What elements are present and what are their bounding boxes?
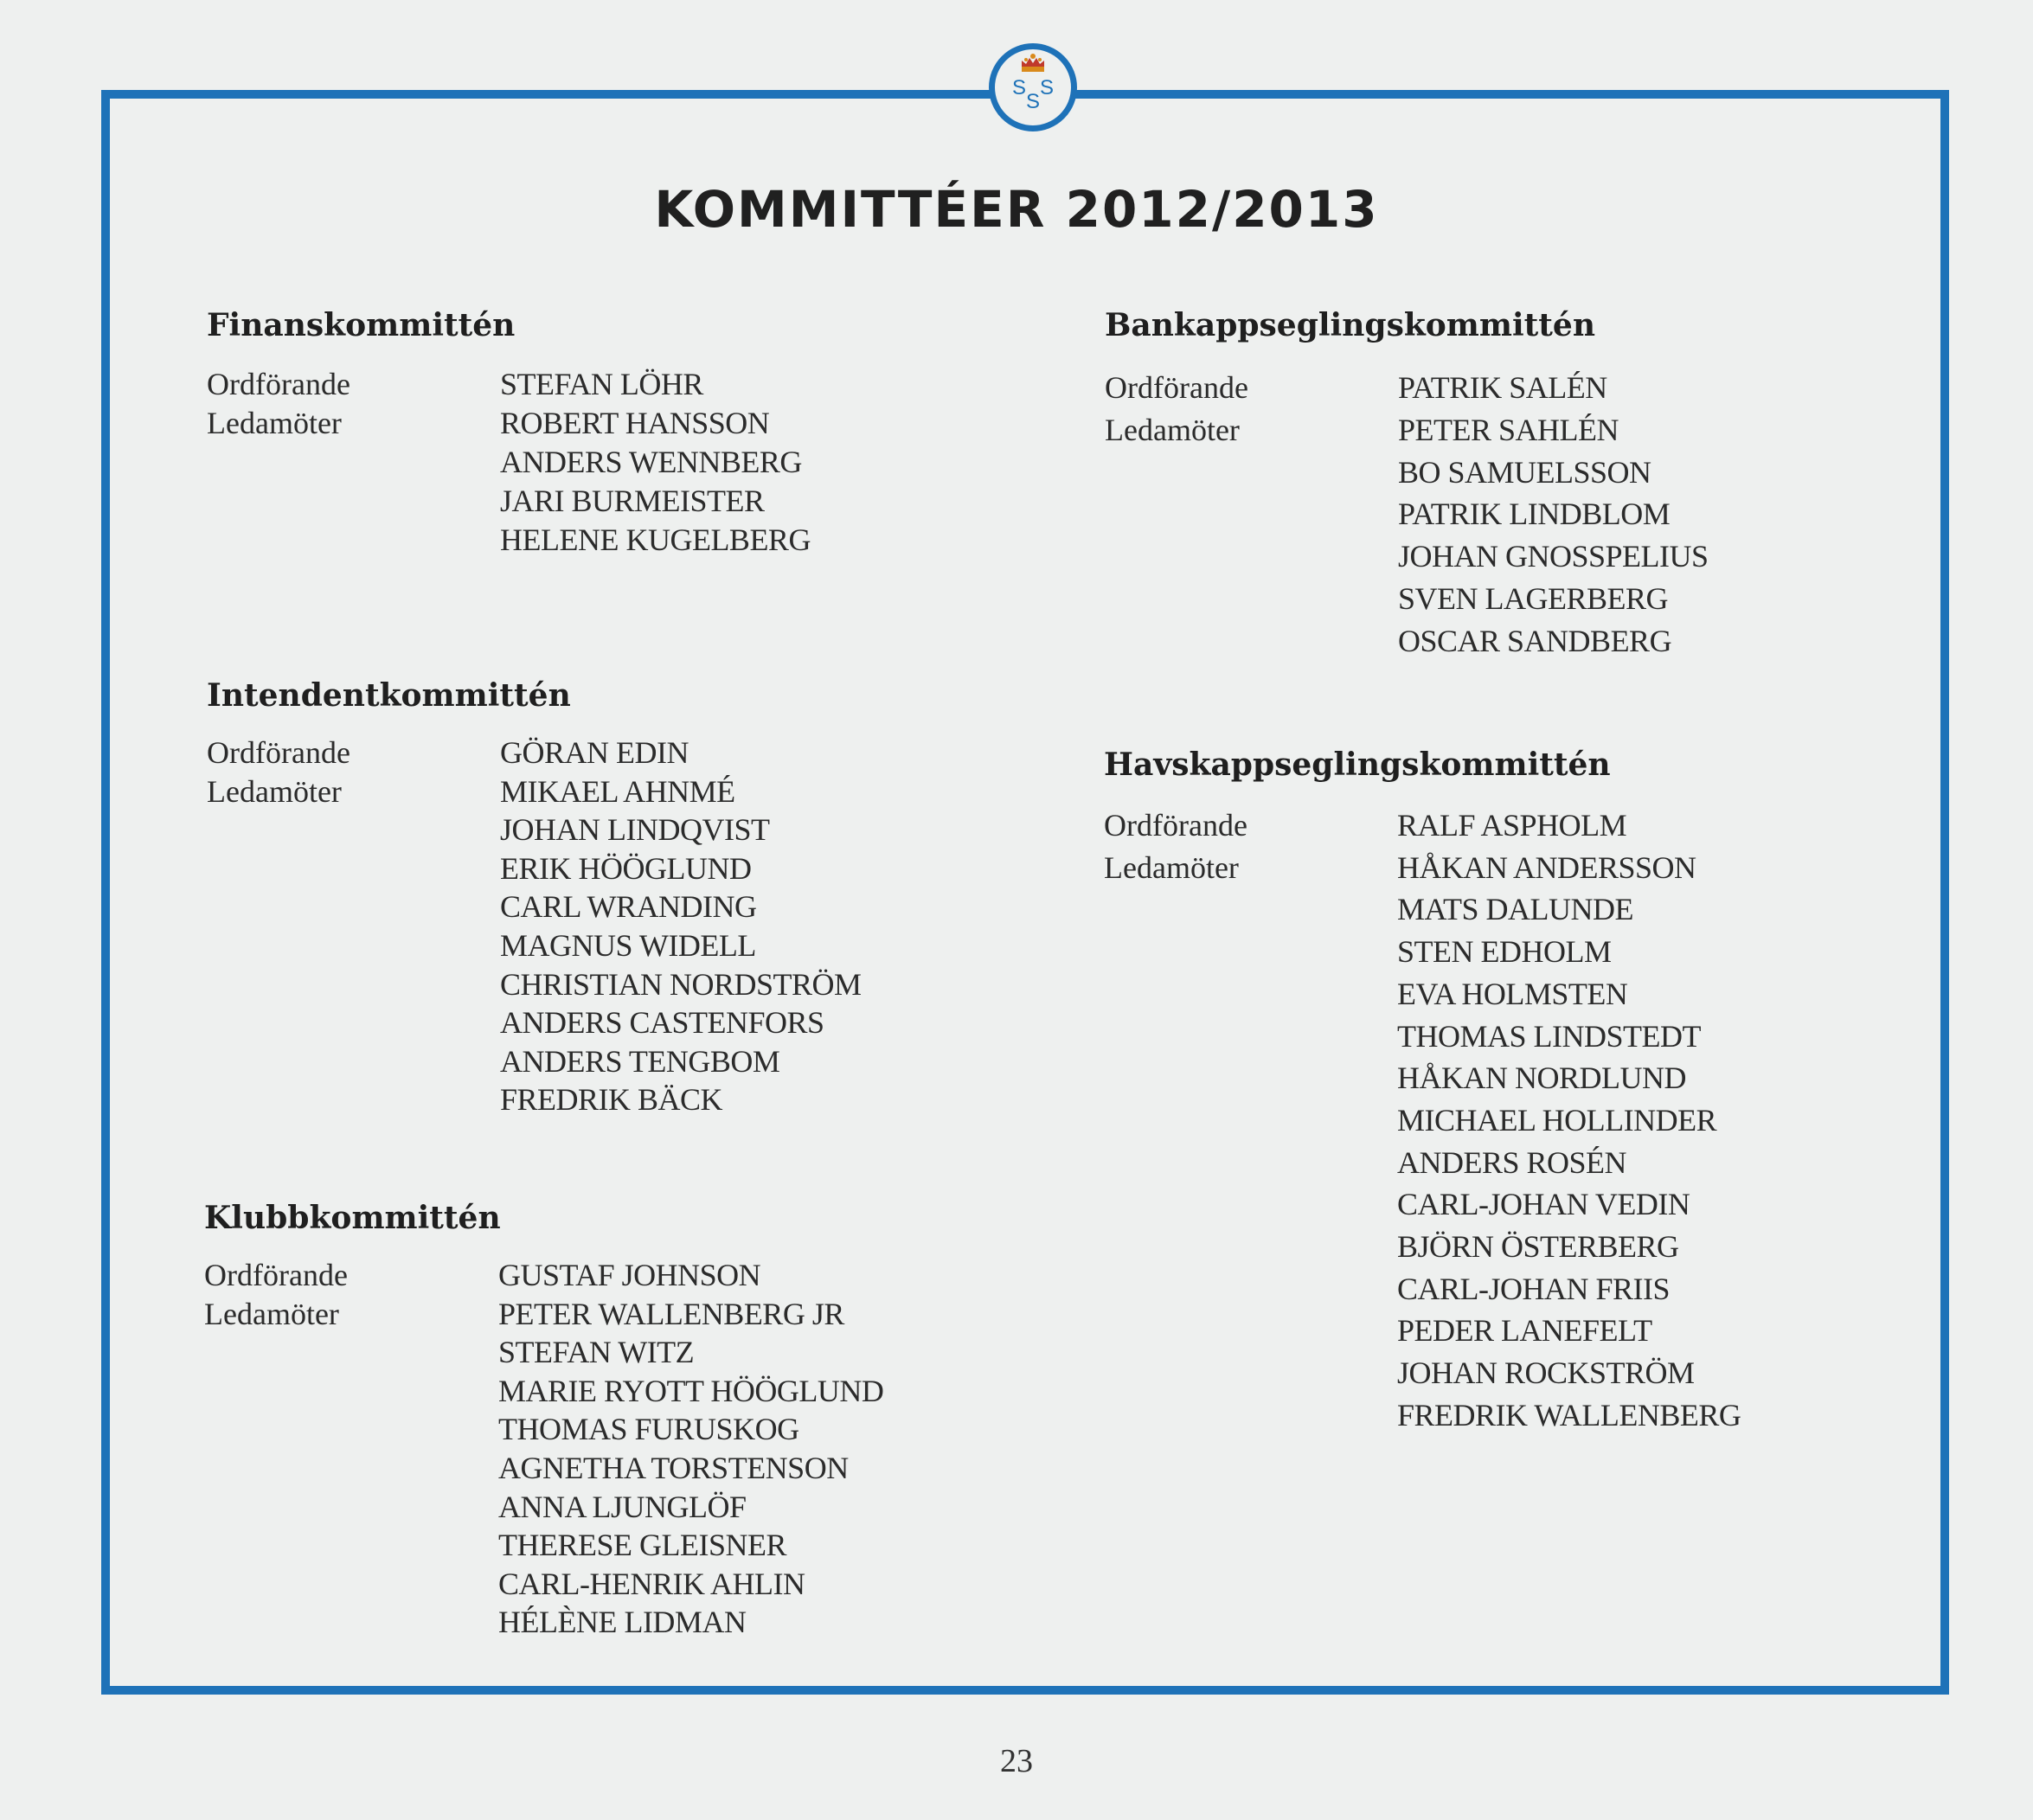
member-name: ANDERS ROSÉN: [1397, 1144, 1627, 1180]
member-name: HÉLÈNE LIDMAN: [498, 1605, 747, 1640]
committee-heading: Intendentkommittén: [207, 677, 571, 714]
member-name: EVA HOLMSTEN: [1397, 976, 1628, 1011]
member-name: HÅKAN NORDLUND: [1397, 1061, 1686, 1096]
member-name: THOMAS FURUSKOG: [498, 1412, 799, 1447]
role-label: Ordförande: [1104, 808, 1247, 843]
member-name: PETER WALLENBERG JR: [498, 1296, 844, 1331]
member-name: HÅKAN ANDERSSON: [1397, 849, 1696, 885]
member-name: AGNETHA TORSTENSON: [498, 1450, 849, 1485]
page-number: 23: [1000, 1743, 1033, 1779]
role-label: Ledamöter: [1104, 850, 1239, 885]
member-name: JOHAN GNOSSPELIUS: [1398, 539, 1709, 574]
member-name: MIKAEL AHNMÉ: [500, 773, 735, 809]
role-label: Ledamöter: [204, 1297, 339, 1331]
role-label: Ordförande: [204, 1258, 348, 1292]
committee-intendent: [207, 676, 985, 1126]
member-name: CARL-JOHAN FRIIS: [1397, 1271, 1671, 1306]
committee-klubb: [204, 1199, 983, 1649]
member-name: ANNA LJUNGLÖF: [498, 1489, 747, 1524]
role-label: Ordförande: [207, 367, 350, 401]
member-name: STEN EDHOLM: [1397, 934, 1612, 970]
member-name: ROBERT HANSSON: [500, 406, 770, 440]
club-logo: [989, 43, 1077, 131]
committee-bankappsegling: [1105, 306, 1883, 670]
member-name: PEDER LANEFELT: [1397, 1313, 1652, 1349]
member-name: SVEN LAGERBERG: [1398, 580, 1669, 616]
member-name: PATRIK SALÉN: [1398, 370, 1607, 405]
committee-heading: Havskappseglingskommittén: [1104, 747, 1611, 783]
logo-letter: S: [1040, 76, 1055, 99]
logo-letter: S: [1026, 90, 1041, 113]
member-name: ERIK HÖÖGLUND: [500, 850, 752, 886]
member-name: BJÖRN ÖSTERBERG: [1397, 1229, 1679, 1265]
member-name: JOHAN ROCKSTRÖM: [1397, 1355, 1695, 1391]
member-name: CHRISTIAN NORDSTRÖM: [500, 966, 862, 1002]
member-name: MARIE RYOTT HÖÖGLUND: [498, 1373, 884, 1408]
member-name: JOHAN LINDQVIST: [500, 812, 770, 848]
member-name: CARL-JOHAN VEDIN: [1397, 1187, 1690, 1222]
member-name: RALF ASPHOLM: [1397, 808, 1627, 843]
crown-icon: [1022, 54, 1044, 72]
member-name: STEFAN WITZ: [498, 1335, 695, 1370]
role-label: Ledamöter: [207, 406, 342, 440]
role-label: Ledamöter: [207, 774, 342, 809]
member-name: JARI BURMEISTER: [500, 484, 765, 518]
member-name: FREDRIK WALLENBERG: [1397, 1397, 1741, 1432]
member-name: THERESE GLEISNER: [498, 1528, 786, 1563]
role-label: Ordförande: [207, 735, 350, 770]
page-title: KOMMITTÉER 2012/2013: [654, 180, 1379, 239]
member-name: THOMAS LINDSTEDT: [1397, 1018, 1701, 1054]
crown-sss-icon: [995, 49, 1071, 125]
committee-heading: Klubbkommittén: [204, 1200, 501, 1236]
member-name: ANDERS TENGBOM: [500, 1043, 780, 1079]
member-name: MICHAEL HOLLINDER: [1397, 1102, 1717, 1138]
member-name: STEFAN LÖHR: [500, 367, 703, 401]
member-name: ANDERS WENNBERG: [500, 445, 802, 479]
member-name: BO SAMUELSSON: [1398, 454, 1651, 490]
member-name: PETER SAHLÉN: [1398, 412, 1619, 447]
member-name: CARL WRANDING: [500, 889, 757, 925]
committee-heading: Finanskommittén: [207, 307, 516, 343]
member-name: HELENE KUGELBERG: [500, 522, 811, 557]
committee-finans: [207, 306, 985, 566]
member-name: FREDRIK BÄCK: [500, 1082, 723, 1118]
role-label: Ledamöter: [1105, 413, 1240, 447]
member-name: PATRIK LINDBLOM: [1398, 497, 1671, 532]
member-name: GUSTAF JOHNSON: [498, 1258, 761, 1292]
member-name: ANDERS CASTENFORS: [500, 1005, 824, 1041]
role-label: Ordförande: [1105, 370, 1248, 405]
member-name: MATS DALUNDE: [1397, 892, 1633, 927]
member-name: CARL-HENRIK AHLIN: [498, 1566, 805, 1601]
committee-havskappsegling: [1104, 746, 1882, 1455]
member-name: MAGNUS WIDELL: [500, 927, 756, 963]
member-name: GÖRAN EDIN: [500, 735, 689, 770]
committee-heading: Bankappseglingskommittén: [1105, 307, 1595, 343]
logo-letter: S: [1012, 76, 1027, 99]
member-name: OSCAR SANDBERG: [1398, 623, 1672, 658]
